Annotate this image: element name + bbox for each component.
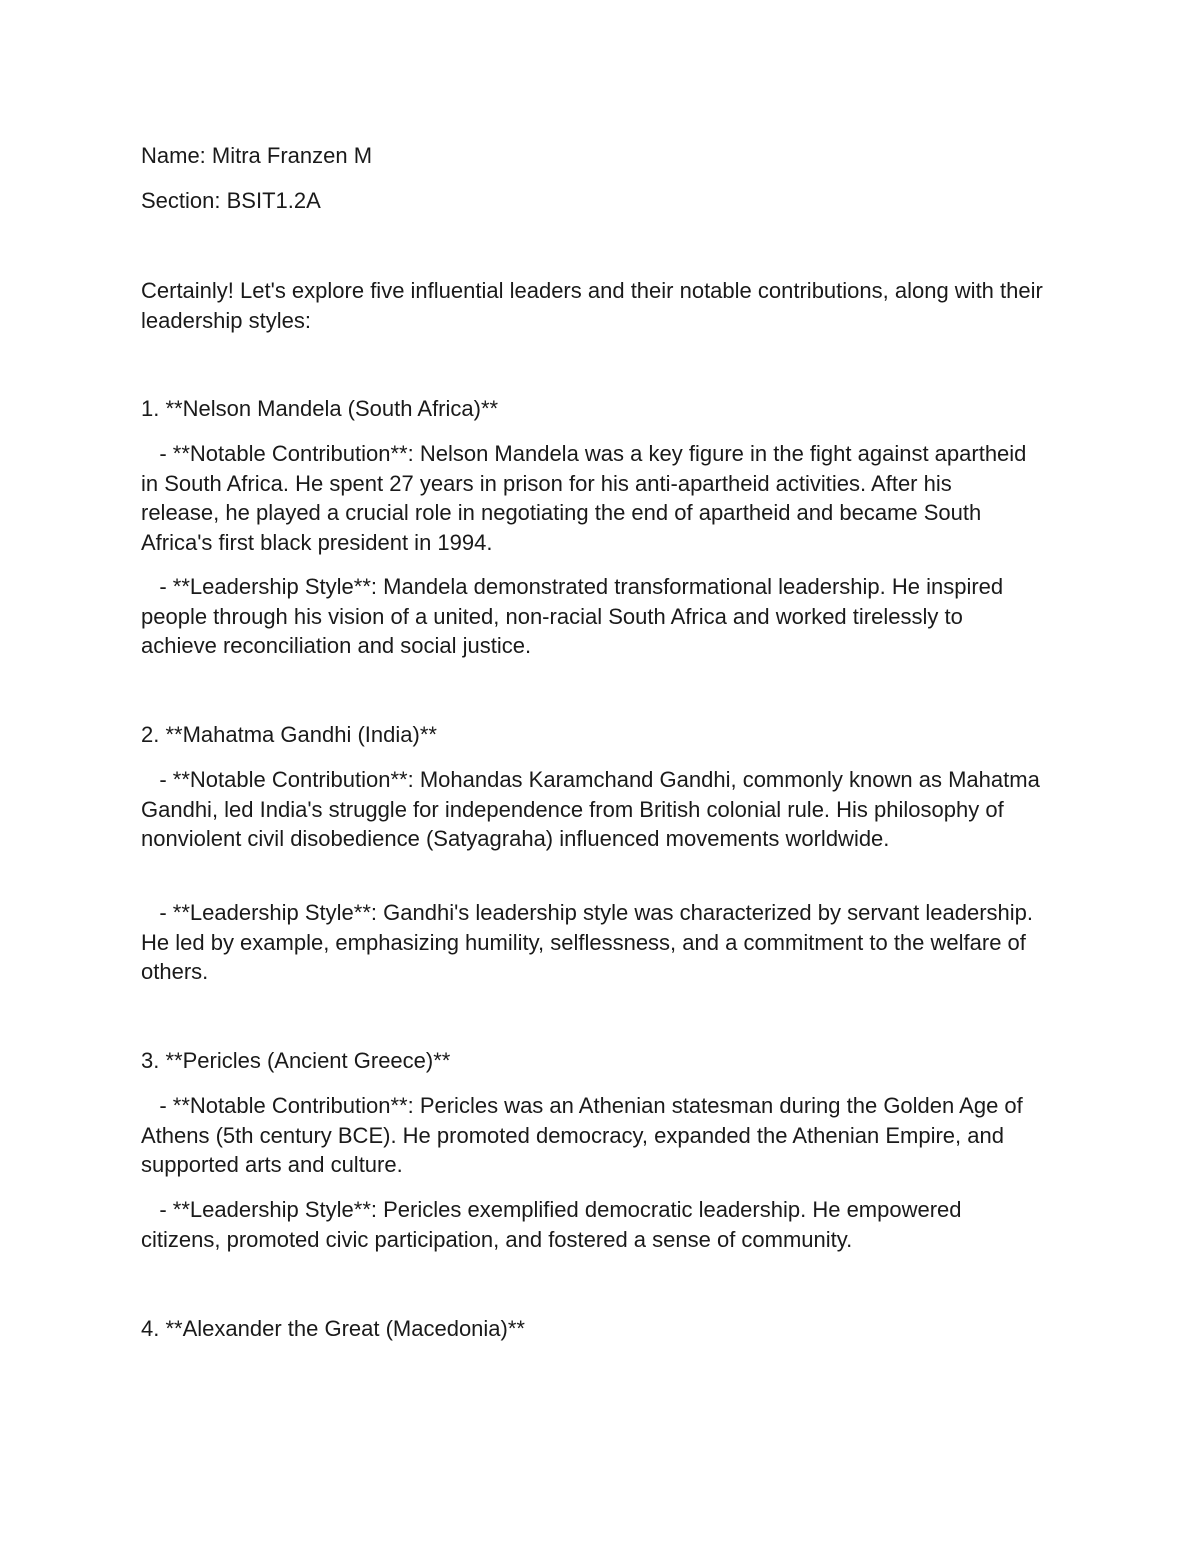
leader-2-title: 2. **Mahatma Gandhi (India)** — [141, 722, 437, 747]
leader-2-style: - **Leadership Style**: Gandhi's leadership style was characterized by servant leadership. He led by example, emphasizing humility, selflessness, and a commitment to the welfare of others. — [141, 900, 1040, 984]
student-section: Section: BSIT1.2A — [141, 188, 321, 213]
leader-3-contribution: - **Notable Contribution**: Pericles was an Athenian statesman during the Golden Age of Athens (5th century BCE). He promoted democracy, expanded the Athenian Empire, and supported arts and culture. — [141, 1093, 1028, 1177]
leader-2-contribution: - **Notable Contribution**: Mohandas Karamchand Gandhi, commonly known as Mahatma Gandhi, led India's struggle for independence from British colonial rule. His philosophy of nonviolent civil disobedience (Satyagraha) influenced movements worldwide. — [141, 767, 1046, 851]
leader-1-title: 1. **Nelson Mandela (South Africa)** — [141, 396, 499, 421]
leader-1-style: - **Leadership Style**: Mandela demonstrated transformational leadership. He inspired people through his vision of a united, non-racial South Africa and worked tirelessly to achieve reconciliation and social justice. — [141, 574, 1010, 658]
leader-1-contribution: - **Notable Contribution**: Nelson Mandela was a key figure in the fight against apartheid in South Africa. He spent 27 years in prison for his anti-apartheid activities. After his release, he played a crucial role in negotiating the end of apartheid and became South Africa's first black president in 1994. — [141, 441, 1033, 555]
leader-3-style: - **Leadership Style**: Pericles exemplified democratic leadership. He empowered citizens, promoted civic participation, and fostered a sense of community. — [141, 1197, 968, 1252]
student-name: Name: Mitra Franzen M — [141, 143, 373, 168]
leader-3-title: 3. **Pericles (Ancient Greece)** — [141, 1048, 451, 1073]
intro-paragraph: Certainly! Let's explore five influential leaders and their notable contributions, along with their leadership styles: — [141, 278, 1049, 333]
leader-4-title: 4. **Alexander the Great (Macedonia)** — [141, 1316, 525, 1341]
document-page — [141, 0, 1071, 1553]
